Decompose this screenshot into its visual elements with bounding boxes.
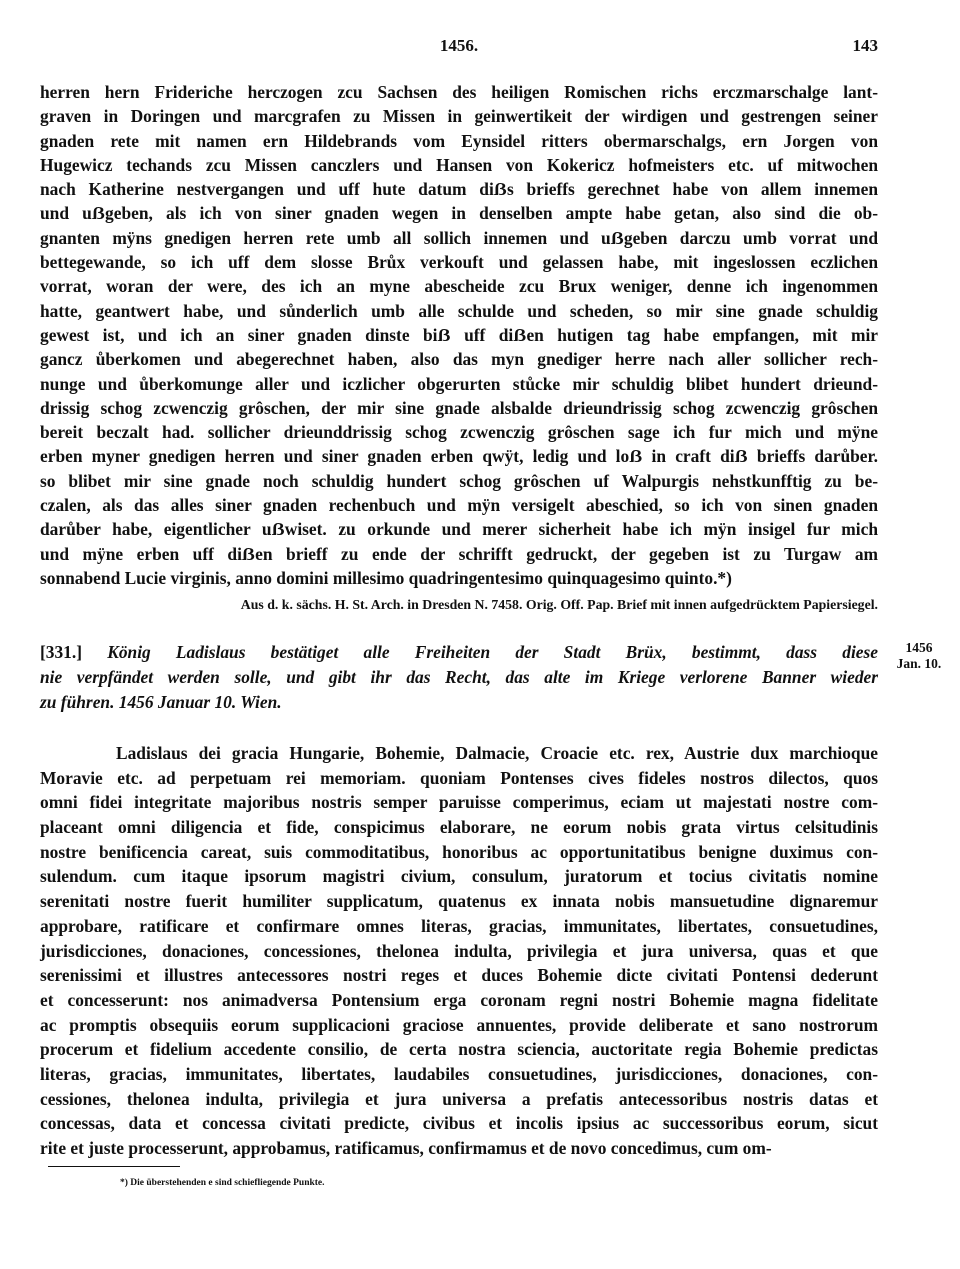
- text-line: gnaden rete mit namen ern Hildebrands vom Eynsidel ritters obermarschalgs, ern Jorgen von: [40, 130, 878, 151]
- text-line: rite et juste processerunt, approbamus, ratificamus, confirmamus et de novo concedimus, cum om-: [40, 1138, 772, 1158]
- text-line: erben myner gnedigen herren und siner gnaden erben qwÿt, ledig und loẞ in craft diẞ brieffs darůber.: [40, 446, 878, 467]
- text-line: und uẞgeben, als ich von siner gnaden wegen in denselben ampte habe getan, also sind die ob-: [40, 203, 878, 224]
- regest-line: nie verpfändet werden solle, und gibt ihr das Recht, das alte im Kriege verlorene Banner wieder: [40, 667, 878, 687]
- text-line: serenitati nostre fuerit humiliter supplicatum, quatenus ex innata nobis mansuetudine dignaremur: [40, 891, 878, 912]
- text-line: sonnabend Lucie virginis, anno domini millesimo quadringentesimo quinquagesimo quinto.*): [40, 567, 732, 588]
- regest-line: [331.] König Ladislaus bestätiget alle Freiheiten der Stadt Brüx, bestimmt, dass diese: [40, 642, 878, 662]
- text-line: drissig schog zcwenczig grôschen, der mir sine gnade alsbalde drieundrissig schog zcwenczig grôschen: [40, 397, 878, 418]
- text-line: literas, gracias, immunitates, libertates, laudabiles consuetudines, jurisdicciones, donaciones, con-: [40, 1063, 878, 1084]
- text-line: sulendum. cum itaque ipsorum magistri civium, consulum, juratorum et tocius civitatis nomine: [40, 866, 878, 887]
- text-line: herren hern Frideriche herczogen zcu Sachsen des heiligen Romischen richs erczmarschalge lant-: [40, 82, 878, 102]
- header-year: 1456.: [439, 36, 479, 55]
- text-line: concessas, data et concessa civitati predicte, civibus et incolis ipsius ac successoribus eorum, sicut: [40, 1113, 878, 1134]
- charter-text: [40, 741, 878, 1161]
- text-line: bereit beczalt had. sollicher drieunddrissig schog zcwenczig grôschen sage ich fur mich und mÿne: [40, 422, 878, 443]
- text-line: procerum et fidelium accedente consilio, de certa nostra sciencia, auctoritate regia Bohemie predictas: [40, 1039, 878, 1060]
- text-line: Ladislaus dei gracia Hungarie, Bohemie, Dalmacie, Croacie etc. rex, Austrie dux marchioque: [116, 743, 878, 763]
- letter-text-continuation: [40, 80, 878, 590]
- document-regest: [40, 640, 878, 715]
- text-line: et concesserunt: nos animadversa Pontensium erga coronam regni nostri Bohemie magna fidelitate: [40, 989, 878, 1010]
- text-line: serenissimi et illustres antecessores nostri reges et duces Bohemie dicte civitati Pontensi dederunt: [40, 965, 878, 986]
- text-line: ac promptis obsequiis eorum supplicacioni graciose annuentes, provide deliberate et sano nostrorum: [40, 1014, 878, 1035]
- footnote-rule: [48, 1166, 180, 1167]
- text-line: darůber habe, eigentlicher uẞwiset. zu orkunde und merer sicherheit habe ich mÿn insigel fur mich: [40, 519, 878, 540]
- text-line: gancz ůberkomen und abegerechnet haben, also das myn gnediger herre nach aller sollicher rech-: [40, 349, 878, 370]
- page-number: 143: [852, 36, 878, 55]
- margin-day: Jan. 10.: [896, 656, 942, 671]
- source-citation: Aus d. k. sächs. H. St. Arch. in Dresden N. 7458. Orig. Off. Pap. Brief mit innen aufgedrücktem Papiersiegel.: [240, 597, 878, 612]
- text-line: bettegewande, so ich uff dem slosse Brůx verkouft und gelassen habe, mit ingeslossen eczlichen: [40, 252, 878, 273]
- text-line: gewest ist, und ich an siner gnaden dinste biẞ uff diẞen hutigen tag habe empfangen, mit mir: [40, 324, 878, 345]
- footnote: *) Die überstehenden e sind schiefliegende Punkte.: [120, 1178, 325, 1188]
- text-line: graven in Doringen und marcgrafen zu Missen in geinwertikeit der wirdigen und gestrengen seiner: [40, 106, 878, 127]
- text-line: cessiones, thelonea indulta, privilegia et jura universa a prefatis antecessoribus nostris datas et: [40, 1088, 878, 1109]
- margin-year: 1456: [905, 640, 933, 655]
- text-line: nach Katherine nestvergangen und uff hute datum diẞs brieffs gerechnet habe von allem innemen: [40, 179, 878, 200]
- text-line: vorrat, woran der were, des ich an myne abescheide zcu Brux weniger, denne ich ingenommen: [40, 276, 878, 297]
- text-line: Hugewicz techands zcu Missen canczlers und Hansen von Kokericz hofmeisters etc. uf mitwochen: [40, 154, 878, 175]
- text-line: und mÿne erben uff diẞen brieff zu ende der schrifft gedruckt, der gegeben ist zu Turgaw am: [40, 543, 878, 564]
- text-line: hatte, geantwert habe, und sůnderlich umb alle schulde und scheden, so mir sine gnade schuldig: [40, 300, 878, 321]
- text-line: so blibet mir sine gnade noch schuldig hundert schog grôschen uf Walpurgis nehstkunfftig zu be-: [40, 470, 878, 491]
- text-line: gnanten mÿns gnedigen herren rete umb all sollich innemen und uẞgeben darczu umb vorrat und: [40, 227, 878, 248]
- document-number: [331.]: [40, 642, 83, 662]
- text-line: approbare, ratificare et confirmare omnes literas, gracias, immunitates, libertates, consuetudines,: [40, 915, 878, 936]
- text-line: czalen, als das alles siner gnaden rechenbuch und mÿn versigelt abeschied, so ich von sinen gnaden: [40, 495, 878, 516]
- text-line: jurisdicciones, donaciones, concessiones, thelonea indulta, privilegia et jura universa, quas et que: [40, 940, 878, 961]
- text-line: nunge und ůberkomunge aller und iczlicher obgerurten stůcke mir schuldig blibet hundert drieund-: [40, 373, 878, 394]
- regest-line: zu führen. 1456 Januar 10. Wien.: [40, 692, 282, 712]
- text-line: omni fidei integritate majoribus nostris semper paruisse comperimus, eciam ut majestati nostre com-: [40, 792, 878, 813]
- text-line: Moravie etc. ad perpetuam rei memoriam. quoniam Pontenses cives fideles nostros dilectos, quos: [40, 767, 878, 788]
- page-header: [40, 36, 878, 58]
- text-line: placeant omni diligencia et fide, conspicimus elaborare, ne eorum nobis grata virtus celsitudinis: [40, 817, 878, 838]
- margin-date: [886, 640, 952, 672]
- text-line: nostre benificencia careat, suis commoditatibus, honoribus ac opportunitatibus benigne duximus con-: [40, 841, 878, 862]
